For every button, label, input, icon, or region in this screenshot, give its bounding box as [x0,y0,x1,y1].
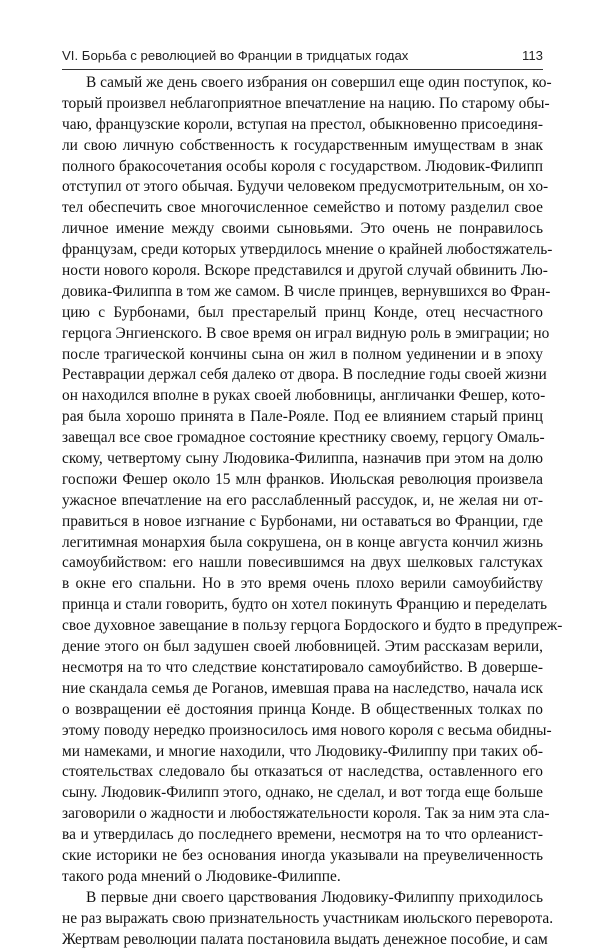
text-line: правиться в новое изгнание с Бурбонами, ни оставаться во Франции, где [62,512,543,530]
text-line: герцога Энгиенского. В свое время он играл видную роль в эмиграции; но [62,324,550,342]
text-line: Реставрации держал себя далеко от двора. В последние годы своей жизни [62,366,547,384]
text-line: легитимная монархия была сокрушена, он в конце августа кончил жизнь [62,533,543,551]
text-line: самоубийством: его нашли повесившимся на двух шелковых галстуках [62,554,543,572]
text-line: после трагической кончины сына он жил в полном уединении и в эпоху [62,345,543,363]
page-number: 113 [521,48,543,63]
text-line: завещал все свое громадное состояние крестнику своему, герцогу Омаль- [62,429,545,447]
text-line: В первые дни своего царствования Людовику-Филиппу приходилось [86,888,543,906]
header-rule [62,69,543,70]
text-line: цию с Бурбонами, был престарелый принц Конде, отец несчастного [62,303,543,321]
text-line: ми намеками, и многие находили, что Людовику-Филиппу при таких об- [62,742,543,760]
text-line: чаю, французские короли, вступая на престол, обыкновенно присоединя- [62,115,543,133]
text-line: французам, среди которых утвердилось мнение о крайней любостяжатель- [62,241,553,259]
text-line: он находился вполне в руках своей любовницы, англичанки Фешер, кото- [62,387,546,405]
text-line: Жертвам революции палата постановила выдать денежное пособие, и сам [62,930,548,948]
text-line: ва и утвердилась до последнего времени, несмотря на то что орлеанист- [62,826,543,844]
text-line: личное имение между своими сыновьями. Это очень не понравилось [62,220,543,238]
chapter-title: VI. Борьба с революцией во Франции в тридцатых годах [62,48,409,63]
text-line: стоятельствах следовало бы отказаться от наследства, оставленного его [62,763,543,781]
text-line: ности нового короля. Вскоре представился и другой случай обвинить Лю- [62,262,548,280]
text-line: не раз выражать свою признательность участникам июльского переворота. [62,909,554,927]
text-line: этому поводу нередко произносилось имя нового короля с весьма обидны- [62,721,552,739]
text-line: тел обеспечить свое многочисленное семейство и потому разделил свое [62,199,543,217]
text-line: госпожи Фешер около 15 млн франков. Июльская революция произвела [62,470,543,488]
body-text [62,73,563,950]
text-line: скому, четвертому сыну Людовика-Филиппа, назначив при этом на долю [62,450,543,468]
text-line: отступил от этого обычая. Будучи человеком предусмотрительным, он хо- [62,178,549,196]
paragraph [62,73,563,888]
text-line: полного бракосочетания особы короля с государством. Людовик-Филипп [62,157,543,175]
text-line: свое духовное завещание в пользу герцога Бордоского и будто в предупреж- [62,617,563,635]
text-line: дение этого он был задушен своей любовницей. Этим рассказам верили, [62,638,543,656]
text-line: в окне его спальни. Но в это время очень плохо верили самоубийству [62,575,543,593]
text-line: торый произвел неблагоприятное впечатление на нацию. По старому обы- [62,94,550,112]
text-line: принца и стали говорить, будто он хотел покинуть Францию и переделать [62,596,547,614]
text-line: довика-Филиппа в том же самом. В числе принцев, вернувшихся во Фран- [62,282,551,300]
text-line: ли свою личную собственность к государственным имуществам в знак [62,136,543,154]
text-line: заговорили о жадности и любостяжательности короля. Так за ним эта сла- [62,805,550,823]
text-line: В самый же день своего избрания он совершил еще один поступок, ко- [86,74,552,91]
text-line: о возвращении её достояния принца Конде. В общественных толках по [62,700,543,718]
text-line: ские историки не без основания иногда указывали на преувеличенность [62,846,543,864]
text-line: ние скандала семья де Роганов, имевшая права на наследство, начала иск [62,679,543,697]
text-line: сыну. Людовик-Филипп этого, однако, не сделал, и вот тогда еще больше [62,784,543,802]
running-head [62,48,543,68]
paragraph [62,888,554,950]
text-line: несмотря на то что следствие констатировало самоубийство. В довершe- [62,658,543,676]
text-line: такого рода мнений о Людовике-Филиппе. [62,867,341,885]
text-line: рая была хорошо принята в Пале-Рояле. Под ее влиянием старый принц [62,408,543,426]
text-line: ужасное впечатление на его расслабленный рассудок, и, не желая ни от- [62,491,543,509]
